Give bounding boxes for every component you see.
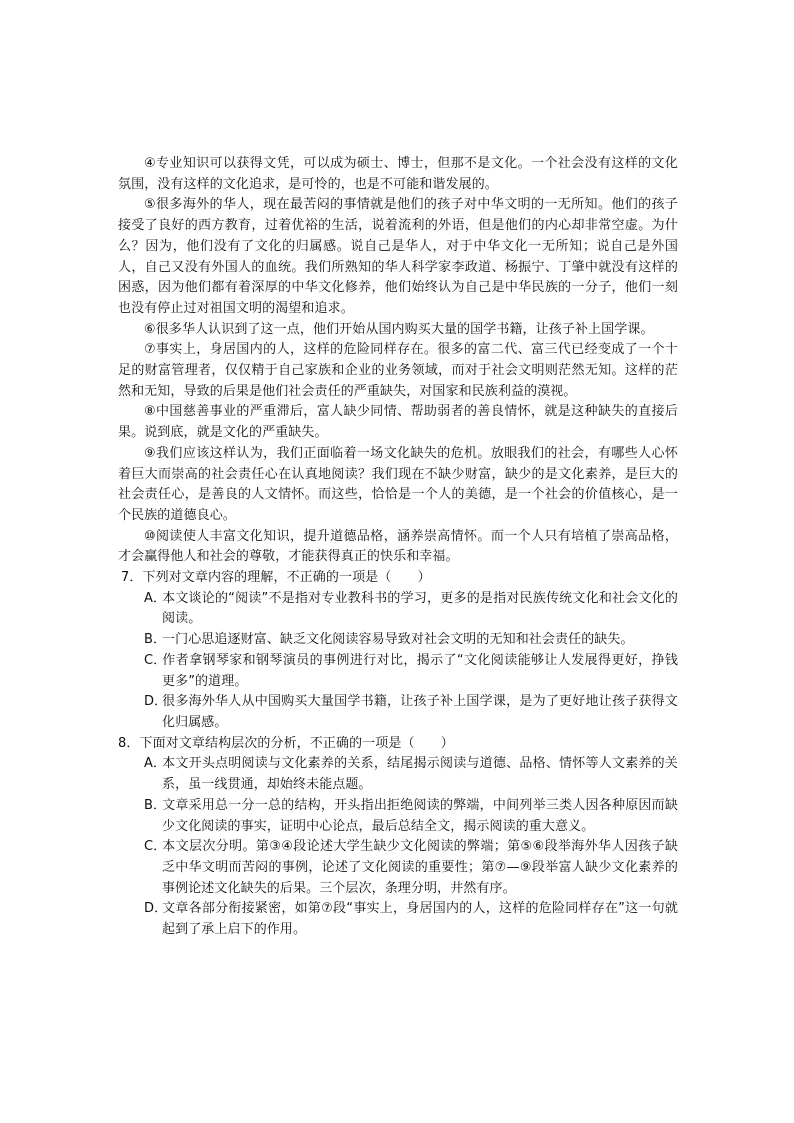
- paragraph-9: ⑨我们应该这样认为，我们正面临着一场文化缺失的危机。放眼我们的社会，有哪些人心怀着巨大而崇高的社会责任心在认真地阅读？我们现在不缺少财富，缺少的是文化素养，是巨大的社会责任心，是善良的人文情怀。而这些，恰恰是一个人的美德，是一个社会的价值核心，是一个民族的道德良心。: [118, 445, 678, 523]
- option-letter: C．: [144, 839, 167, 855]
- question-8-option-a: [144, 754, 678, 795]
- question-8-stem: 8．下面对文章结构层次的分析，不正确的一项是（ ）: [118, 735, 454, 751]
- question-8: [118, 734, 678, 941]
- question-7-option-b: [144, 630, 678, 651]
- option-letter: D．: [144, 694, 168, 710]
- option-letter: D．: [144, 901, 168, 917]
- option-text: 本文开头点明阅读与文化素养的关系，结尾揭示阅读与道德、品格、情怀等人文素养的关系，虽一线贯通，却始终未能点题。: [162, 756, 678, 793]
- paragraph-10: ⑩阅读使人丰富文化知识，提升道德品格，涵养崇高情怀。而一个人只有培植了崇高品格，才会赢得他人和社会的尊敬，才能获得真正的快乐和幸福。: [118, 528, 678, 565]
- question-8-option-c: [144, 837, 678, 899]
- option-text: 很多海外华人从中国购买大量国学书籍，让孩子补上国学课，是为了更好地让孩子获得文化归属感。: [162, 694, 678, 730]
- paragraph-7: ⑦事实上，身居国内的人，这样的危险同样存在。很多的富二代、富三代已经变成了一个十足的财富管理者，仅仅精于自己家族和企业的业务领域，而对于社会文明则茫然无知。这样的茫然和无知，导致的后果是他们社会责任的严重缺失，对国家和民族利益的漠视。: [118, 342, 678, 399]
- option-text: 作者拿钢琴家和钢琴演员的事例进行对比，揭示了“文化阅读能够让人发展得更好，挣钱更多”的道理。: [162, 652, 678, 689]
- paragraph-6: ⑥很多华人认识到了这一点，他们开始从国内购买大量的国学书籍，让孩子补上国学课。: [144, 321, 654, 337]
- option-letter: A．: [144, 590, 167, 606]
- option-text: 文章采用总一分一总的结构，开头指出拒绝阅读的弊端，中间列举三类人因各种原因而缺少文化阅读的事实，证明中心论点，最后总结全文，揭示阅读的重大意义。: [162, 797, 678, 834]
- option-letter: A．: [144, 756, 167, 772]
- question-7-stem: 7．下列对文章内容的理解，不正确的一项是（ ）: [121, 570, 431, 586]
- question-7-option-a: [144, 589, 678, 630]
- question-8-option-b: [144, 796, 678, 837]
- question-8-option-d: [144, 899, 678, 940]
- question-7: [118, 568, 678, 734]
- paragraph-4: ④专业知识可以获得文凭，可以成为硕士、博士，但那不是文化。一个社会没有这样的文化氛围，没有这样的文化追求，是可怜的，也是不可能和谐发展的。: [118, 156, 678, 192]
- option-text: 本文谈论的“阅读”不是指对专业教科书的学习，更多的是指对民族传统文化和社会文化的阅读。: [162, 590, 678, 627]
- option-text: 一门心思追逐财富、缺乏文化阅读容易导致对社会文明的无知和社会责任的缺失。: [162, 632, 634, 648]
- paragraph-5: ⑤很多海外的华人，现在最苦闷的事情就是他们的孩子对中华文明的一无所知。他们的孩子接受了良好的西方教育，过着优裕的生活，说着流利的外语，但是他们的内心却非常空虚。为什么？因为，他们没有了文化的归属感。说自己是华人，对于中华文化一无所知；说自己是外国人，自己又没有外国人的血统。我们所熟知的华人科学家李政道、杨振宁、丁肇中就没有这样的困惑，因为他们都有着深厚的中华文化修养，他们始终认为自己是中华民族的一分子，他们一刻也没有停止过对祖国文明的渴望和追求。: [118, 197, 678, 316]
- option-letter: B．: [144, 797, 167, 813]
- option-letter: B．: [144, 632, 167, 648]
- option-letter: C．: [144, 652, 167, 668]
- option-text: 文章各部分衔接紧密，如第⑦段“事实上，身居国内的人，这样的危险同样存在”这一句就起到了承上启下的作用。: [162, 901, 678, 938]
- paragraph-8: ⑧中国慈善事业的严重滞后，富人缺少同情、帮助弱者的善良情怀，就是这种缺失的直接后果。说到底，就是文化的严重缺失。: [118, 404, 678, 441]
- question-7-option-c: [144, 651, 678, 692]
- document-content: [118, 154, 678, 941]
- option-text: 本文层次分明。第③④段论述大学生缺少文化阅读的弊端；第⑤⑥段举海外华人因孩子缺乏中华文明而苦闷的事例，论述了文化阅读的重要性；第⑦—⑨段举富人缺少文化素养的事例论述文化缺失的后果。三个层次，条理分明，井然有序。: [162, 839, 678, 896]
- question-7-option-d: [144, 692, 678, 733]
